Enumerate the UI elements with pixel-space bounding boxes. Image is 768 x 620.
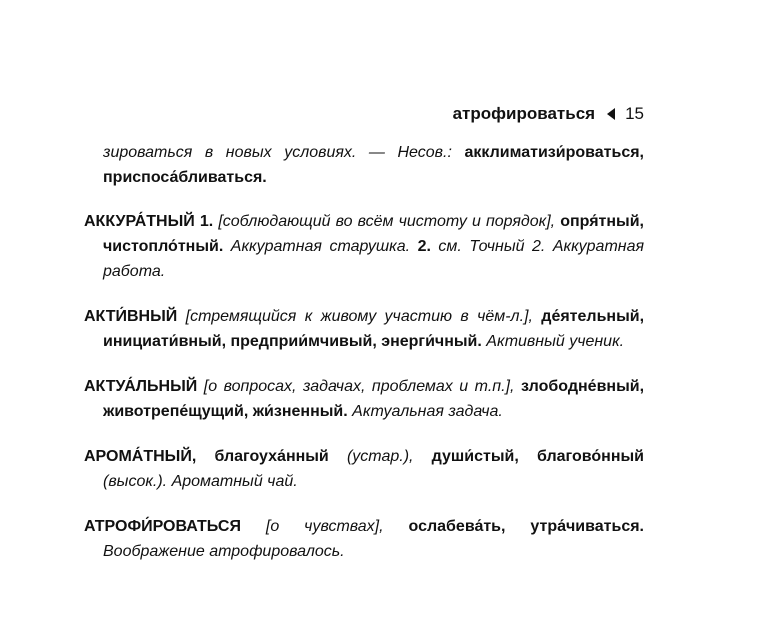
gloss-text: [соблюдающий во всём чистоту и порядок], [218, 213, 556, 230]
space [384, 518, 409, 535]
space [241, 518, 266, 535]
synonym-text: 2. [417, 238, 431, 255]
headword: АРОМА́ТНЫЙ, [84, 448, 197, 465]
synonym-text: души́стый, благово́нный [431, 448, 644, 465]
headword: АТРОФИ́РОВАТЬСЯ [84, 518, 241, 535]
space [329, 448, 347, 465]
gloss-text: Активный ученик. [486, 333, 625, 350]
gloss-text: см. Точный 2. Аккуратная работа. [103, 238, 645, 280]
running-head-word: атрофироваться [452, 104, 596, 123]
synonym-text: де́ятельный, инициати́вный, предприи́мчивый, энерги́чный. [103, 308, 645, 350]
gloss-text: (устар.), [346, 448, 414, 465]
synonym-text: злободне́вный, животрепе́щущий, жи́зненный. [103, 378, 645, 420]
space [177, 308, 185, 325]
dictionary-entry [84, 374, 644, 424]
synonym-text: ослабева́ть, утра́чиваться. [408, 518, 644, 535]
page-number: 15 [625, 104, 644, 123]
space [223, 238, 231, 255]
dictionary-entry [84, 304, 644, 354]
gloss-text: [стремящийся к живому участию в чём-л.], [185, 308, 533, 325]
gloss-text: [о чувствах], [265, 518, 384, 535]
gloss-text: (высок.). Ароматный чай. [103, 473, 298, 490]
dictionary-entry [84, 514, 644, 564]
space [196, 448, 214, 465]
space [410, 238, 418, 255]
gloss-text: Воображение атрофировалось. [103, 543, 345, 560]
running-head [453, 103, 644, 125]
headword: АКТУА́ЛЬНЫЙ [84, 378, 198, 395]
synonym-text: акклиматизи́роваться, приспоса́бливаться. [103, 144, 644, 186]
dictionary-entry [84, 444, 644, 494]
space [413, 448, 431, 465]
dictionary-entry [84, 209, 644, 284]
synonym-text: опря́тный, чистопло́тный. [103, 213, 644, 255]
gloss-text: Аккуратная старушка. [230, 238, 411, 255]
entry-list [84, 140, 644, 584]
headword: АККУРА́ТНЫЙ 1. [84, 213, 214, 230]
entry-continuation [84, 140, 644, 190]
headword: АКТИ́ВНЫЙ [84, 308, 178, 325]
synonym-text: благоуха́нный [214, 448, 329, 465]
gloss-text: зироваться в новых условиях. — Несов.: [103, 144, 465, 161]
left-triangle-icon [607, 108, 615, 120]
gloss-text: [о вопросах, задачах, проблемах и т.п.], [203, 378, 515, 395]
gloss-text: Актуальная задача. [352, 403, 503, 420]
